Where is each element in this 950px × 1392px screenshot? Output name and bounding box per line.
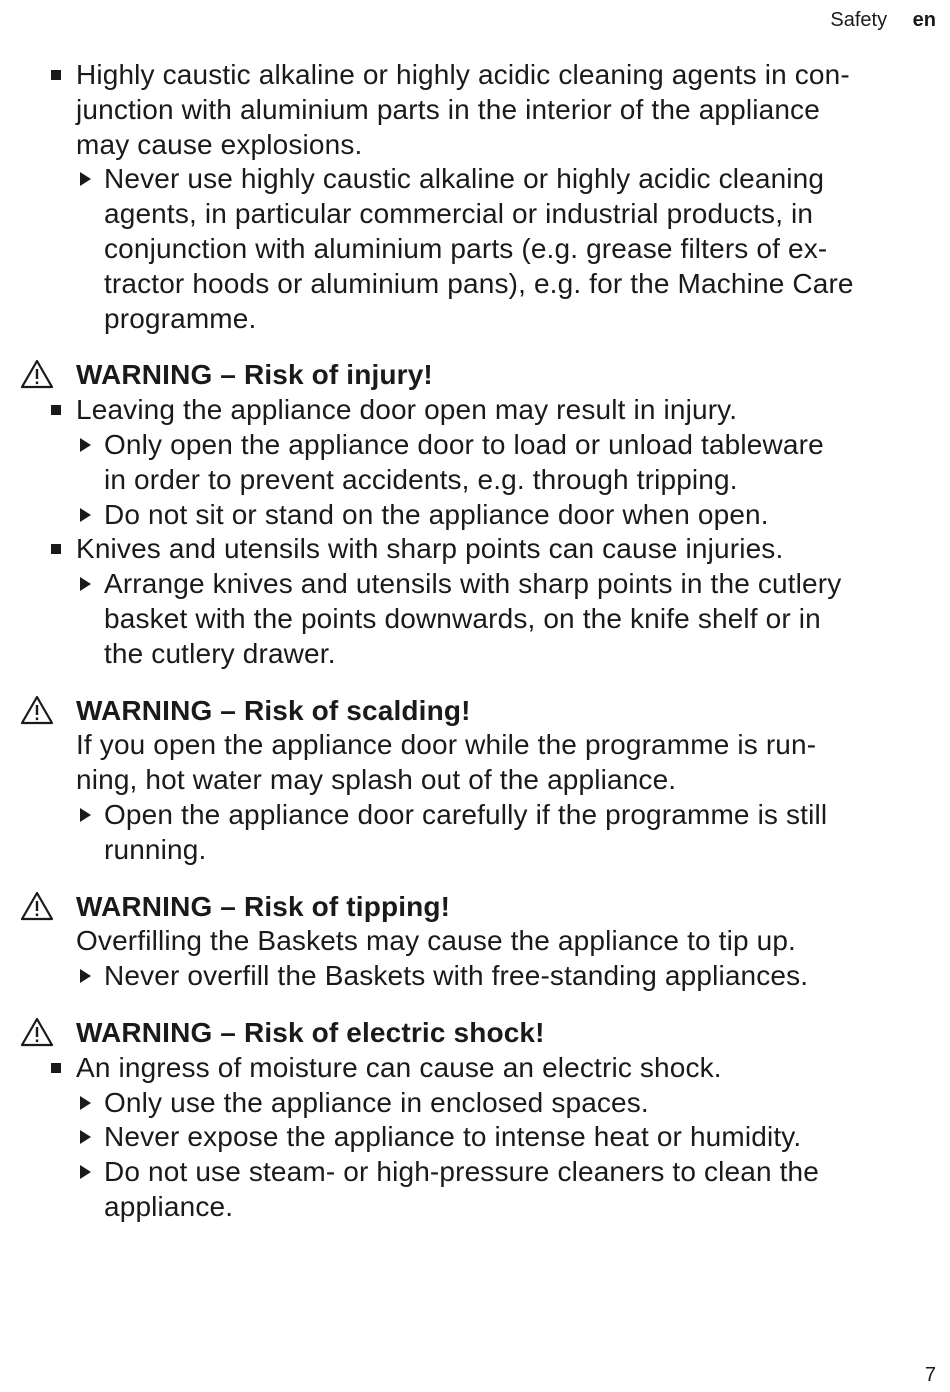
warning-tipping: [20, 890, 936, 994]
text-line: Only open the appliance door to load or unload tableware: [104, 428, 824, 460]
arrow-bullet-icon: [80, 1165, 91, 1179]
text-line: ning, hot water may splash out of the appliance.: [76, 764, 677, 796]
text-line: Only use the appliance in enclosed spaces.: [104, 1086, 649, 1118]
text-line: Do not sit or stand on the appliance door when open.: [104, 498, 769, 530]
text-line: Arrange knives and utensils with sharp points in the cutlery: [104, 568, 842, 600]
instruction-item: [20, 162, 936, 336]
text-line: Never expose the appliance to intense heat or humidity.: [104, 1121, 802, 1153]
warning-title: WARNING – Risk of injury!: [76, 359, 433, 391]
square-bullet-icon: [51, 405, 61, 415]
arrow-bullet-icon: [80, 438, 91, 452]
text-line: appliance.: [104, 1190, 234, 1222]
text-line: Never use highly caustic alkaline or highly acidic cleaning: [104, 163, 825, 195]
warning-injury: [20, 358, 936, 671]
text-line: Knives and utensils with sharp points can cause injuries.: [76, 533, 784, 565]
text-line: Overfilling the Baskets may cause the appliance to tip up.: [76, 925, 796, 957]
arrow-bullet-icon: [80, 808, 91, 822]
text-line: An ingress of moisture can cause an electric shock.: [76, 1051, 722, 1083]
arrow-bullet-icon: [80, 172, 91, 186]
arrow-bullet-icon: [80, 1130, 91, 1144]
text-line: Leaving the appliance door open may result in injury.: [76, 394, 738, 426]
warning-title: WARNING – Risk of tipping!: [76, 890, 451, 922]
arrow-bullet-icon: [80, 969, 91, 983]
arrow-bullet-icon: [80, 1096, 91, 1110]
safety-content: [20, 58, 936, 1225]
warning-electric-shock: [20, 1016, 936, 1225]
text-line: Highly caustic alkaline or highly acidic cleaning agents in con-: [76, 59, 850, 90]
warning-triangle-icon: [20, 1017, 54, 1047]
bullet-item: [20, 58, 936, 162]
page-header: [830, 9, 936, 32]
warning-triangle-icon: [20, 891, 54, 921]
language-code: en: [912, 9, 936, 31]
text-line: may cause explosions.: [76, 128, 363, 160]
arrow-bullet-icon: [80, 508, 91, 522]
text-line: in order to prevent accidents, e.g. through tripping.: [104, 463, 738, 495]
text-line: the cutlery drawer.: [104, 637, 336, 669]
text-line: If you open the appliance door while the programme is run-: [76, 729, 817, 761]
warning-title: WARNING – Risk of scalding!: [76, 694, 471, 726]
text-line: agents, in particular commercial or industrial products, in: [104, 198, 814, 230]
text-line: basket with the points downwards, on the knife shelf or in: [104, 602, 821, 634]
text-line: conjunction with aluminium parts (e.g. grease filters of ex-: [104, 232, 828, 264]
warning-scalding: [20, 694, 936, 868]
warning-triangle-icon: [20, 695, 54, 725]
text-line: tractor hoods or aluminium pans), e.g. for the Machine Care: [104, 267, 854, 299]
square-bullet-icon: [51, 544, 61, 554]
text-line: Open the appliance door carefully if the programme is still: [104, 798, 828, 830]
warning-title: WARNING – Risk of electric shock!: [76, 1016, 545, 1048]
page-number: 7: [924, 1364, 936, 1386]
square-bullet-icon: [51, 70, 61, 80]
text-line: Do not use steam- or high-pressure cleaners to clean the: [104, 1156, 819, 1188]
arrow-bullet-icon: [80, 577, 91, 591]
section-title: Safety: [830, 9, 888, 31]
warning-triangle-icon: [20, 359, 54, 389]
text-line: Never overfill the Baskets with free-standing appliances.: [104, 960, 809, 992]
square-bullet-icon: [51, 1063, 61, 1073]
text-line: running.: [104, 833, 207, 865]
text-line: programme.: [104, 302, 257, 334]
text-line: junction with aluminium parts in the interior of the appliance: [76, 93, 820, 125]
